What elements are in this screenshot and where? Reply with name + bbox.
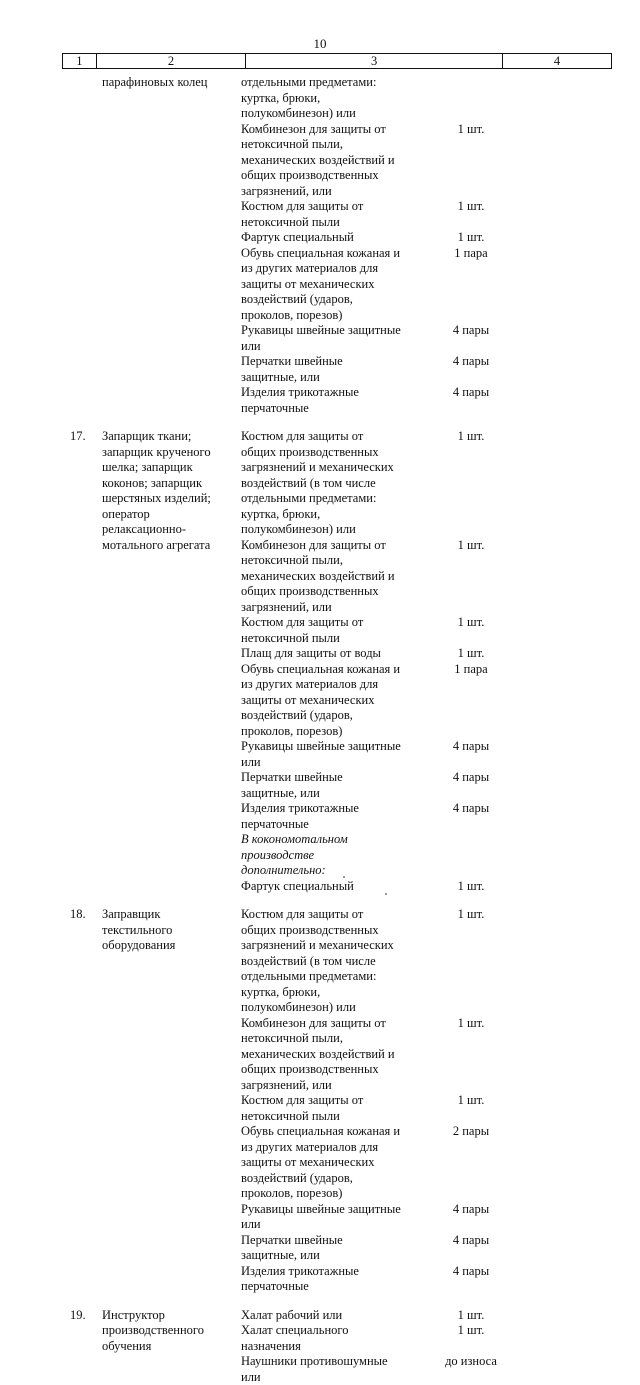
- table-row: [0, 907, 640, 1295]
- profession-name: Запарщик ткани; запарщик крученого шелка; запарщик коконов; запарщик шерстяных изделий; оператор релаксационно-мотального агрегата: [102, 429, 232, 553]
- ppe-item-quantity: до износа: [411, 1354, 531, 1385]
- ppe-item: [241, 662, 531, 740]
- row-number: 19.: [70, 1308, 86, 1324]
- row-number: 17.: [70, 429, 86, 445]
- ppe-item-name: Фартук специальный: [241, 230, 401, 246]
- ppe-item: [241, 1354, 531, 1385]
- ppe-item: [241, 1264, 531, 1295]
- ppe-list: [241, 1308, 531, 1385]
- ppe-item-name: Обувь специальная кожаная и из других материалов для защиты от механических воздействий (ударов, проколов, порезов): [241, 1124, 401, 1202]
- col-2-header: 2: [96, 54, 246, 69]
- ppe-item: [241, 770, 531, 801]
- ppe-item-quantity: 4 пары: [411, 354, 531, 385]
- row-gap: [0, 1295, 640, 1308]
- ppe-item-quantity: 1 пара: [411, 246, 531, 324]
- ppe-item-quantity: 4 пары: [411, 1233, 531, 1264]
- ppe-item-quantity: 4 пары: [411, 1202, 531, 1233]
- ppe-item: [241, 1124, 531, 1202]
- ppe-item-quantity: 1 шт.: [411, 122, 531, 200]
- ppe-item: [241, 1202, 531, 1233]
- ppe-item-name: Обувь специальная кожаная и из других материалов для защиты от механических воздействий (ударов, проколов, порезов): [241, 662, 401, 740]
- ppe-item: [241, 199, 531, 230]
- ppe-item: [241, 538, 531, 616]
- ppe-item-name: Костюм для защиты от общих производственных загрязнений и механических воздействий (в том числе отдельными предметами: куртка, брюки, полукомбинезон) или: [241, 907, 401, 1016]
- ppe-item-quantity: 4 пары: [411, 770, 531, 801]
- ppe-item-name: отдельными предметами: куртка, брюки, полукомбинезон) или: [241, 75, 401, 122]
- profession-name: парафиновых колец: [102, 75, 232, 91]
- ppe-item: [241, 739, 531, 770]
- ppe-item-name: Плащ для защиты от воды: [241, 646, 401, 662]
- ppe-item-name: Обувь специальная кожаная и из других материалов для защиты от механических воздействий (ударов, проколов, порезов): [241, 246, 401, 324]
- ppe-item-quantity: 1 шт.: [411, 615, 531, 646]
- row-gap: [0, 416, 640, 429]
- row-number: 18.: [70, 907, 86, 923]
- page-number: 10: [0, 36, 640, 52]
- profession-name: Инструктор производственного обучения: [102, 1308, 232, 1355]
- ppe-item-name: Костюм для защиты от нетоксичной пыли: [241, 615, 401, 646]
- ppe-item-quantity: 4 пары: [411, 739, 531, 770]
- ppe-item-quantity: [411, 75, 531, 122]
- column-header-table: [62, 53, 612, 69]
- table-row: [0, 75, 640, 416]
- ppe-item-quantity: 4 пары: [411, 801, 531, 832]
- ppe-item-quantity: 2 пары: [411, 1124, 531, 1202]
- col-3-header: 3: [246, 54, 503, 69]
- ppe-item-name: Комбинезон для защиты от нетоксичной пыли, механических воздействий и общих производственных загрязнений, или: [241, 1016, 401, 1094]
- ppe-item: [241, 1016, 531, 1094]
- ppe-item-quantity: [411, 832, 531, 879]
- ppe-item-quantity: 4 пары: [411, 323, 531, 354]
- ppe-item-quantity: 1 шт.: [411, 429, 531, 538]
- ppe-item-quantity: 1 шт.: [411, 879, 531, 895]
- profession-name: Заправщик текстильного оборудования: [102, 907, 232, 954]
- ppe-item-name: Изделия трикотажные перчаточные: [241, 801, 401, 832]
- ppe-item-name: Перчатки швейные защитные, или: [241, 770, 401, 801]
- ppe-item-name: Халат специального назначения: [241, 1323, 401, 1354]
- ppe-item: [241, 323, 531, 354]
- ppe-item: [241, 615, 531, 646]
- ppe-list: [241, 907, 531, 1295]
- ppe-item-quantity: 1 шт.: [411, 907, 531, 1016]
- ppe-item: [241, 879, 531, 895]
- ppe-item: [241, 907, 531, 1016]
- ppe-item-name: Костюм для защиты от нетоксичной пыли: [241, 199, 401, 230]
- ppe-item-name: Рукавицы швейные защитные или: [241, 739, 401, 770]
- ppe-item-name: Рукавицы швейные защитные или: [241, 323, 401, 354]
- col-4-header: 4: [502, 54, 611, 69]
- ppe-item: [241, 246, 531, 324]
- ppe-item: [241, 230, 531, 246]
- table-row: [0, 1308, 640, 1385]
- ppe-item: [241, 122, 531, 200]
- ppe-item-name: Фартук специальный: [241, 879, 401, 895]
- ppe-item-name: Комбинезон для защиты от нетоксичной пыли, механических воздействий и общих производственных загрязнений, или: [241, 538, 401, 616]
- table-body: [0, 75, 640, 1385]
- ppe-item-quantity: 1 шт.: [411, 646, 531, 662]
- ppe-item: [241, 429, 531, 538]
- ppe-item-name: Наушники противошумные или: [241, 1354, 401, 1385]
- ppe-item: [241, 75, 531, 122]
- ppe-item-quantity: 1 шт.: [411, 1093, 531, 1124]
- ppe-item-name: Костюм для защиты от общих производственных загрязнений и механических воздействий (в том числе отдельными предметами: куртка, брюки, полукомбинезон) или: [241, 429, 401, 538]
- ppe-item-quantity: 1 шт.: [411, 1308, 531, 1324]
- ppe-item-name: Перчатки швейные защитные, или: [241, 1233, 401, 1264]
- ppe-item-quantity: 1 шт.: [411, 538, 531, 616]
- ppe-item-quantity: 1 шт.: [411, 230, 531, 246]
- row-gap: [0, 894, 640, 907]
- ppe-item-quantity: 4 пары: [411, 1264, 531, 1295]
- scan-dot: [343, 876, 345, 878]
- ppe-item: [241, 354, 531, 385]
- ppe-item-name: В кокономотальном производстве дополнительно:: [241, 832, 401, 879]
- ppe-item-name: Рукавицы швейные защитные или: [241, 1202, 401, 1233]
- col-1-header: 1: [63, 54, 97, 69]
- ppe-list: [241, 429, 531, 894]
- ppe-item: [241, 1233, 531, 1264]
- ppe-list: [241, 75, 531, 416]
- ppe-item-quantity: 1 пара: [411, 662, 531, 740]
- ppe-item: [241, 385, 531, 416]
- ppe-item-name: Комбинезон для защиты от нетоксичной пыли, механических воздействий и общих производственных загрязнений, или: [241, 122, 401, 200]
- ppe-item-name: Костюм для защиты от нетоксичной пыли: [241, 1093, 401, 1124]
- ppe-item-quantity: 1 шт.: [411, 1323, 531, 1354]
- ppe-item-quantity: 1 шт.: [411, 1016, 531, 1094]
- ppe-item: [241, 1308, 531, 1324]
- ppe-item: [241, 801, 531, 832]
- ppe-item-name: Изделия трикотажные перчаточные: [241, 1264, 401, 1295]
- ppe-note: [241, 832, 531, 879]
- ppe-item-quantity: 4 пары: [411, 385, 531, 416]
- ppe-item-name: Перчатки швейные защитные, или: [241, 354, 401, 385]
- scan-dot: [385, 893, 387, 895]
- table-row: [0, 429, 640, 894]
- ppe-item-name: Халат рабочий или: [241, 1308, 401, 1324]
- ppe-item-quantity: 1 шт.: [411, 199, 531, 230]
- ppe-item: [241, 1093, 531, 1124]
- ppe-item: [241, 646, 531, 662]
- ppe-item-name: Изделия трикотажные перчаточные: [241, 385, 401, 416]
- ppe-item: [241, 1323, 531, 1354]
